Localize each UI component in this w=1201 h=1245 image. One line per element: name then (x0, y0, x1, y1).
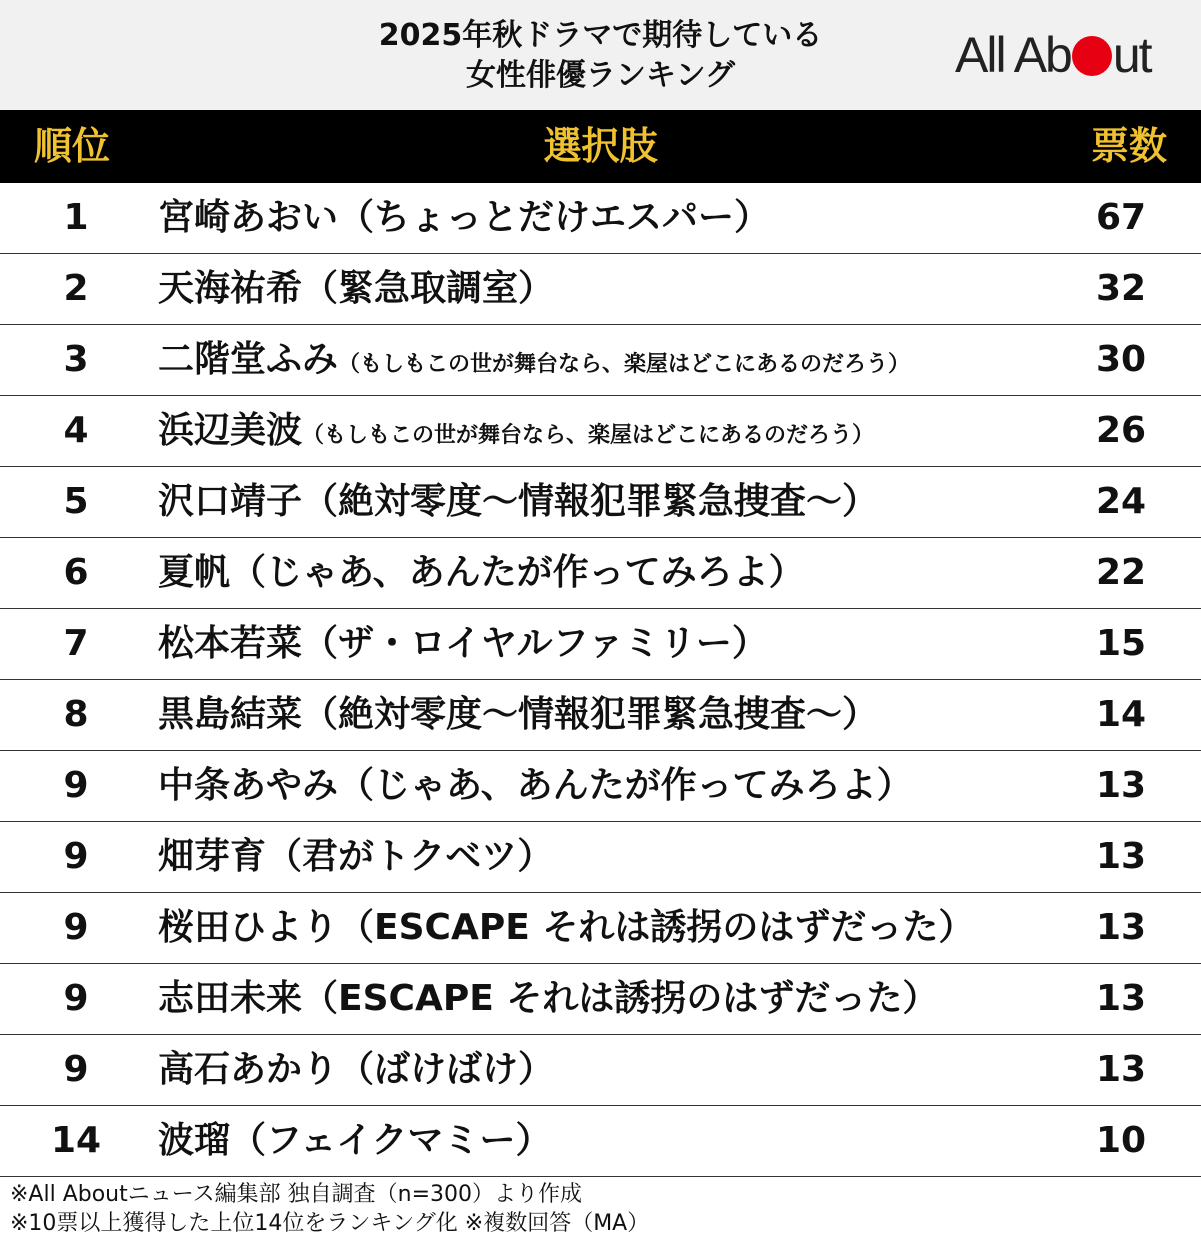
column-header-rank: 順位 (34, 124, 111, 168)
drama-title: （緊急取調室） (302, 268, 555, 309)
actress-name: 宮崎あおい (158, 197, 339, 238)
votes-cell: 32 (1095, 268, 1147, 309)
footnote-1: ※All Aboutニュース編集部 独自調査（n=300）より作成 (10, 1182, 583, 1207)
votes-cell: 22 (1095, 552, 1147, 593)
actress-name: 黒島結菜 (158, 694, 303, 735)
drama-title: （君がトクベツ） (266, 836, 554, 877)
drama-title: （もしもこの世が舞台なら、楽屋はどこにあるのだろう） (338, 352, 911, 377)
rank-cell: 14 (50, 1120, 102, 1161)
votes-cell: 30 (1095, 339, 1147, 380)
drama-title: （絶対零度～情報犯罪緊急捜査～） (302, 694, 879, 735)
drama-title: （もしもこの世が舞台なら、楽屋はどこにあるのだろう） (302, 423, 875, 448)
actress-name: 夏帆 (158, 552, 231, 593)
choice-cell (158, 1106, 552, 1176)
votes-cell: 15 (1095, 623, 1147, 664)
choice-cell (158, 325, 910, 395)
choice-cell (158, 893, 974, 963)
actress-name: 志田未来 (158, 978, 303, 1019)
rank-cell: 9 (63, 978, 89, 1019)
drama-title: （じゃあ、あんたが作ってみろよ） (338, 765, 913, 806)
choice-cell (158, 254, 554, 324)
choice-cell (158, 822, 553, 892)
table-row (0, 1035, 1201, 1106)
table-row (0, 893, 1201, 964)
drama-title: （ESCAPE それは誘拐のはずだった） (302, 978, 939, 1019)
footnotes (10, 1180, 649, 1238)
rank-cell: 9 (63, 1049, 89, 1090)
table-row (0, 964, 1201, 1035)
table-row (0, 183, 1201, 254)
rank-cell: 5 (63, 481, 89, 522)
drama-title: （ちょっとだけエスパー） (338, 197, 771, 238)
table-row (0, 1106, 1201, 1177)
footnote-2: ※10票以上獲得した上位14位をランキング化 ※複数回答（MA） (10, 1211, 650, 1236)
votes-cell: 14 (1095, 694, 1147, 735)
rank-cell: 3 (63, 339, 89, 380)
actress-name: 天海祐希 (158, 268, 303, 309)
title-line-2: 女性俳優ランキング (465, 58, 736, 93)
rank-cell: 4 (63, 410, 89, 451)
rank-cell: 9 (63, 907, 89, 948)
votes-cell: 13 (1095, 978, 1147, 1019)
choice-cell (158, 609, 768, 679)
ranking-table-body (0, 183, 1201, 1177)
actress-name: 二階堂ふみ (158, 339, 339, 380)
table-row (0, 751, 1201, 822)
votes-cell: 13 (1095, 765, 1147, 806)
actress-name: 桜田ひより (158, 907, 339, 948)
logo-text-a: All Ab (955, 27, 1071, 83)
rank-cell: 8 (63, 694, 89, 735)
actress-name: 波瑠 (158, 1120, 231, 1161)
table-row (0, 822, 1201, 893)
drama-title: （フェイクマミー） (230, 1120, 552, 1161)
votes-cell: 26 (1095, 410, 1147, 451)
actress-name: 浜辺美波 (158, 410, 303, 451)
actress-name: 中条あやみ (158, 765, 339, 806)
table-row (0, 467, 1201, 538)
votes-cell: 24 (1095, 481, 1147, 522)
drama-title: （絶対零度～情報犯罪緊急捜査～） (302, 481, 879, 522)
choice-cell (158, 467, 878, 537)
rank-cell: 9 (63, 836, 89, 877)
column-header-votes: 票数 (1090, 124, 1167, 168)
votes-cell: 13 (1095, 907, 1147, 948)
logo-dot-icon (1072, 36, 1112, 76)
table-header (0, 110, 1201, 183)
votes-cell: 13 (1095, 836, 1147, 877)
table-row (0, 254, 1201, 325)
rank-cell: 7 (63, 623, 89, 664)
rank-cell: 1 (63, 197, 89, 238)
votes-cell: 13 (1095, 1049, 1147, 1090)
actress-name: 松本若菜 (158, 623, 303, 664)
rank-cell: 9 (63, 765, 89, 806)
actress-name: 畑芽育 (158, 836, 267, 877)
rank-cell: 2 (63, 268, 89, 309)
rank-cell: 6 (63, 552, 89, 593)
choice-cell (158, 1035, 554, 1105)
all-about-logo (955, 27, 1151, 83)
actress-name: 沢口靖子 (158, 481, 303, 522)
table-row (0, 680, 1201, 751)
drama-title: （ザ・ロイヤルファミリー） (302, 623, 768, 664)
votes-cell: 67 (1095, 197, 1147, 238)
choice-cell (158, 183, 770, 253)
drama-title: （じゃあ、あんたが作ってみろよ） (230, 552, 805, 593)
header (0, 0, 1201, 110)
drama-title: （ばけばけ） (338, 1049, 555, 1090)
drama-title: （ESCAPE それは誘拐のはずだった） (338, 907, 975, 948)
table-row (0, 396, 1201, 467)
logo-text-b: ut (1112, 27, 1151, 83)
choice-cell (158, 751, 913, 821)
table-row (0, 609, 1201, 680)
choice-cell (158, 680, 878, 750)
votes-cell: 10 (1095, 1120, 1147, 1161)
choice-cell (158, 964, 938, 1034)
actress-name: 高石あかり (158, 1049, 339, 1090)
table-row (0, 325, 1201, 396)
choice-cell (158, 538, 805, 608)
column-header-choice: 選択肢 (543, 124, 658, 168)
choice-cell (158, 396, 874, 466)
table-row (0, 538, 1201, 609)
title-line-1: 2025年秋ドラマで期待している (378, 18, 823, 53)
